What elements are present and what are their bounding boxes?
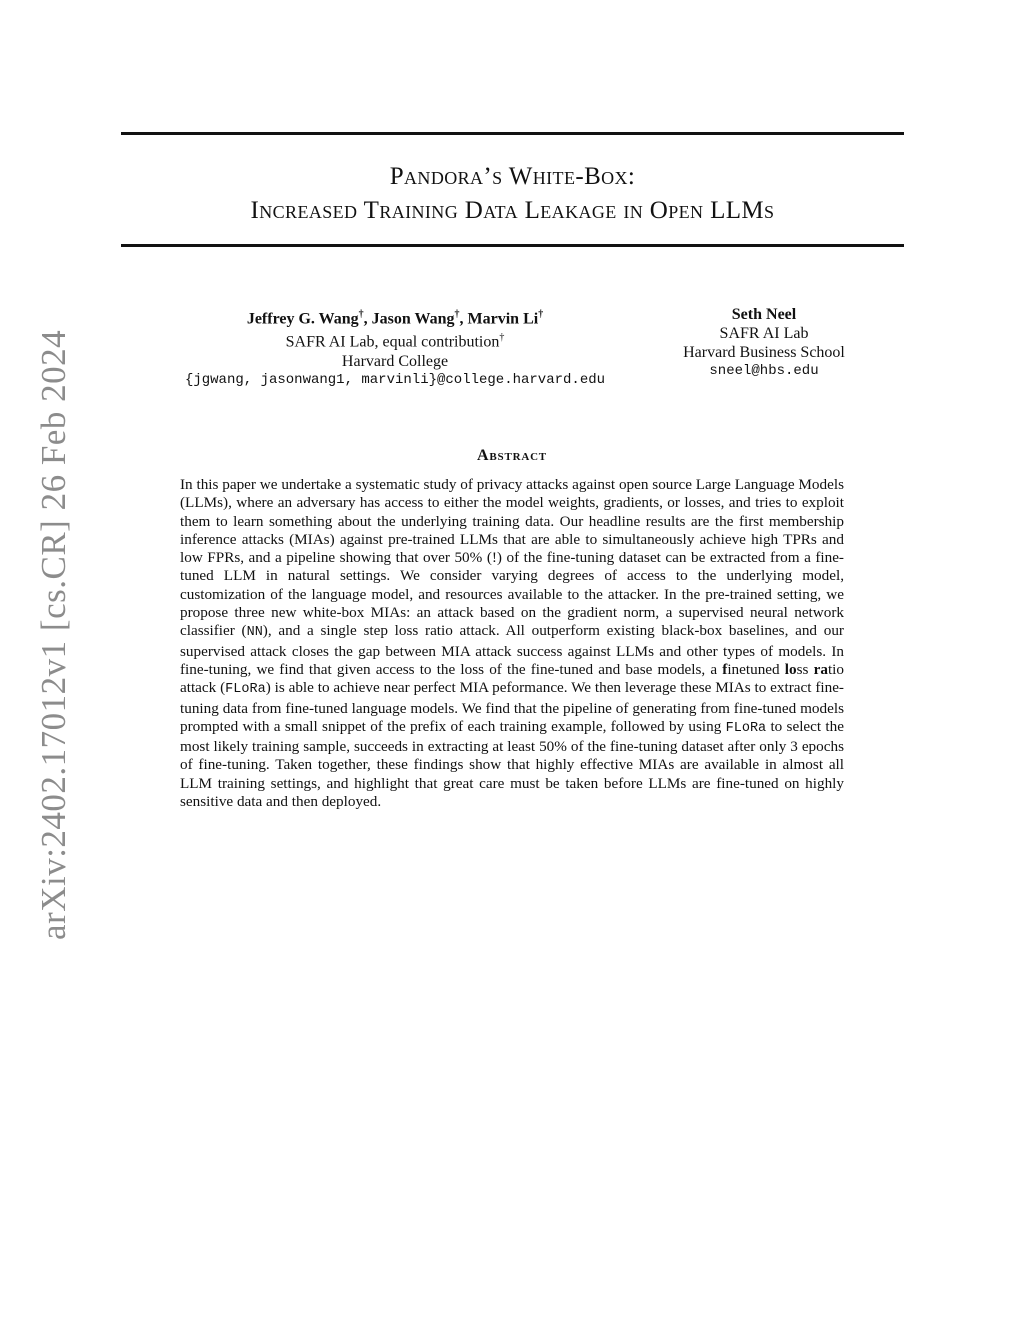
author-block-harvard-college xyxy=(170,305,620,390)
abstract-text: tio attack ( xyxy=(180,660,844,697)
author-block-hbs xyxy=(664,305,864,381)
acronym-bold: f xyxy=(722,660,728,678)
flora-code: FLoRa xyxy=(725,720,767,736)
acronym-bold: ra xyxy=(813,660,828,678)
abstract-text: inetuned xyxy=(727,660,785,678)
arxiv-identifier: arXiv:2402.17012v1 [cs.CR] 26 Feb 2024 xyxy=(34,329,73,940)
dagger-mark: † xyxy=(538,309,544,320)
author-affiliation xyxy=(170,328,620,351)
author-institution: Harvard Business School xyxy=(683,344,845,361)
abstract-text: to select the most likely training sample, succeeds in extracting at least 50% of the fine-tuning dataset after only 3 epochs of fine-tuning. Taken together, these findings show that highly effective MIAs are available in almost all LLM training settings, and highlight that great care must be taken before LLMs are fine-tuned on highly sensitive data and then deployed. xyxy=(180,717,844,811)
author-name-marvin: , Marvin Li xyxy=(459,310,539,328)
author-name-jason: , Jason Wang xyxy=(363,310,455,328)
author-email: sneel@hbs.edu xyxy=(709,363,819,379)
abstract-paragraph xyxy=(180,476,844,811)
abstract-text: In this paper we undertake a systematic study of privacy attacks against open source Large Language Models (LLMs), where an adversary has access to either the model weights, gradients, or losses, and tries to exploit them to learn something about the underlying training data. Our headline results are the first membership inference attacks (MIAs) against pre-trained LLMs that are able to simultaneously achieve high TPRs and low FPRs, and a pipeline showing that over 50% (!) of the fine-tuning dataset can be extracted from a fine-tuned LLM in natural settings. We consider varying degrees of access to the underlying model, customization of the language model, and resources available to the attacker. In the pre-trained setting, we propose three new white-box MIAs: an attack based on the gradient norm, a supervised neural network classifier ( xyxy=(180,476,844,640)
dagger-mark: † xyxy=(499,332,505,344)
author-names xyxy=(170,305,620,328)
abstract-heading: Abstract xyxy=(477,447,547,464)
author-names: Seth Neel xyxy=(731,306,797,323)
title-top-rule xyxy=(121,132,904,135)
acronym-bold: lo xyxy=(784,660,797,678)
abstract-body xyxy=(180,476,844,811)
author-affiliation: SAFR AI Lab xyxy=(719,325,809,342)
abstract-text: ) is able to achieve near perfect MIA peformance. We then leverage these MIAs to extract fine-tuning data from fine-tuned language models. We find that the pipeline of generating from fine-tuned models prompted with a small snippet of the prefix of each training example, followed by using xyxy=(180,679,844,735)
nn-code: NN xyxy=(246,625,263,641)
title-bottom-rule xyxy=(121,244,904,247)
author-institution: Harvard College xyxy=(341,352,449,370)
paper-title xyxy=(121,160,904,228)
abstract-text: ss xyxy=(796,660,814,678)
abstract-text: ), and a single step loss ratio attack. All outperform existing black-box baselines, and our supervised attack closes the gap between MIA attack success against LLMs and other types of models. In fine-tuning, we find that given access to the loss of the fine-tuned and base models, a xyxy=(180,622,844,678)
title-line-1: Pandora’s White-Box: xyxy=(389,163,636,190)
flora-code: FLoRa xyxy=(225,682,266,698)
dagger-mark: † xyxy=(358,309,364,320)
author-email: {jgwang, jasonwang1, marvinli}@college.harvard.edu xyxy=(184,371,606,388)
dagger-mark: † xyxy=(454,309,460,320)
affiliation-text: SAFR AI Lab, equal contribution xyxy=(285,333,500,351)
title-line-2: Increased Training Data Leakage in Open LLMs xyxy=(250,197,775,224)
author-name-jeffrey: Jeffrey G. Wang xyxy=(246,310,359,328)
